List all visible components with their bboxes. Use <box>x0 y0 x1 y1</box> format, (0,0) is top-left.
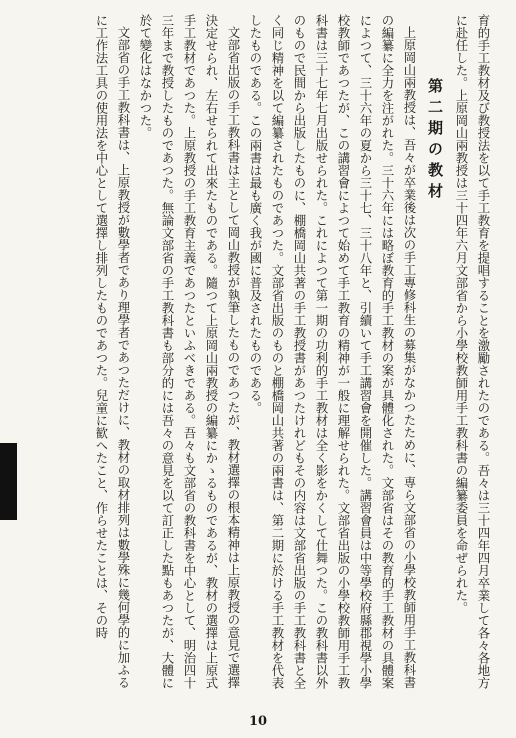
vertical-text-body <box>22 14 494 700</box>
paragraph: 文部省の手工教科書は、上原教授が數學者であり理學者であつただけに、教材の取材排列は數學殊に幾何學的に加ふるに工作法工具の使用法を中心として選擇し排列したものであつた。兒童に歓へたこと、作らせたことは、その時 <box>94 14 131 689</box>
paragraph: 文部省出版の手工教科書は主として岡山教授が執筆したものであつたが、教材選擇の根本精神は上原教授の意見で選擇決定せられ、左右せられて出來たものである。隨つて上原岡山兩教授の編纂にかゝるものであるが、教材の選擇は上原式手工教材であつた。上原教授の手工教育主義であつたといふべきである。吾々も文部省の教科書を中心として、明治四十三年まで教授したものであつた。無論文部省の手工教科書も部分的には吾々の意見を以て訂正した點もあつたが、大體に於て變化はなかつた。 <box>138 14 241 689</box>
paragraph-continuation: 育的手工教材及び教授法を以て手工教育を提唱することを激勵されたのである。吾々は三十四年四月卒業して各々各地方に赴任した。上原岡山兩教授は三十四年六月文部省から小學校教師用手工教科書の編纂委員を命ぜられた。 <box>454 14 491 689</box>
page-number: 10 <box>248 714 268 729</box>
edge-index-marker <box>0 443 17 520</box>
section-heading: 第二期の教材 <box>426 78 444 204</box>
paragraph: 上原岡山兩教授は、吾々が卒業後は次の手工專修科生の募集がなかつたために、専ら文部省の小學校教師用手工教科書の編纂に全力を注がれた。三十六年には略ぼ教育的手工教材の案が具體化された。文部省はその教育的手工教材の具體案によつて、三十六年の夏から三十七、三十八年と、引續いて手工講習會を開催した。講習會員は中等學校府縣郡視學小學校教師であつたが、この講習會によつて始めて手工教育の精神が一般に理解せられた。文部省出版の小學校教師用手工教科書は三十七年七月出版せられた。これによつて第一期の功利的手工教材は全く影をかくして仕舞つた。この教科書以外のもので民間から出版したものに、棚橋岡山共著の手工教授書があつたけれどもその内容は文部省出版の手工教科書と全く同じ精神を以て編纂されたものであつた。文部省出版のものと棚橋岡山共著の兩書は、第二期に於ける手工教材を代表したものである。この兩書は最も廣く我が國に普及されたものである。 <box>248 14 417 689</box>
